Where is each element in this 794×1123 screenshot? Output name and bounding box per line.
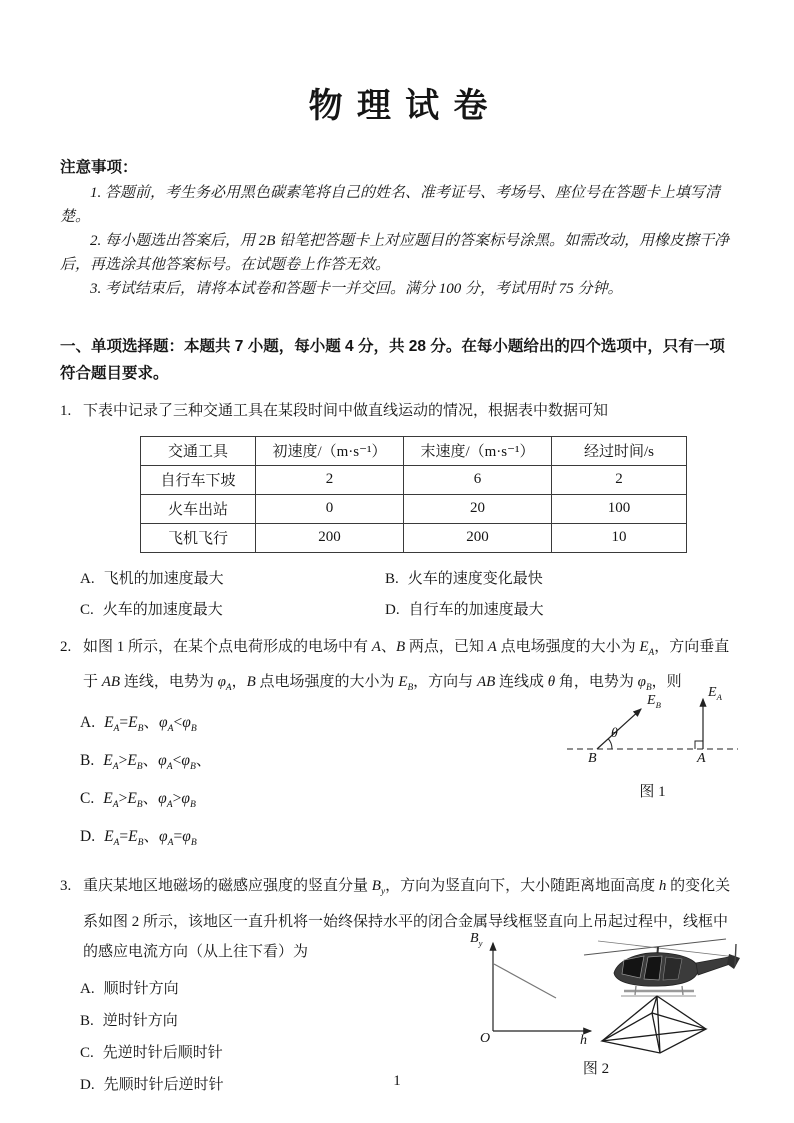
table-cell: 20 bbox=[404, 494, 552, 523]
table-row bbox=[141, 523, 687, 552]
notice-heading: 注意事项： bbox=[60, 158, 138, 176]
option-label: A. bbox=[80, 980, 95, 997]
table-header-cell: 末速度/（m·s⁻¹） bbox=[404, 436, 552, 465]
question-1-text: 下表中记录了三种交通工具在某段时间中做直线运动的情况，根据表中数据可知 bbox=[83, 402, 609, 419]
question-1-options bbox=[80, 565, 736, 625]
question-3 bbox=[60, 871, 736, 1101]
question-3-number: 3. bbox=[60, 877, 72, 894]
eb-vector-arrow bbox=[597, 709, 641, 749]
wire-frame-illustration bbox=[602, 996, 706, 1053]
option-text: 火车的速度变化最快 bbox=[407, 570, 543, 587]
notice-item-1: 1. 答题前，考生务必用黑色碳素笔将自己的姓名、准考证号、考场号、座位号在答题卡上填写清楚。 bbox=[60, 184, 721, 225]
option-formula: $E_A>E_B$、$\varphi_A>\varphi_B$ bbox=[103, 789, 196, 810]
question-2-text: 如图 1 所示，在某个点电荷形成的电场中有 A、B 两点，已知 A 点电场强度的大小为 $E_A$，方向垂直于 AB 连线，电势为 $\varphi_A$，B 点电场强度的大小为 $E_B$，方向与 AB 连线成 θ 角，电势为 $\varphi_B$，则 bbox=[83, 638, 730, 693]
declining-by-line bbox=[494, 964, 556, 998]
table-cell: 200 bbox=[256, 523, 404, 552]
option-text: 飞机的加速度最大 bbox=[103, 570, 224, 587]
option-text: 自行车的加速度最大 bbox=[408, 601, 544, 618]
option-1d bbox=[385, 596, 736, 625]
table-cell: 200 bbox=[404, 523, 552, 552]
question-2 bbox=[60, 633, 736, 859]
question-2-number: 2. bbox=[60, 638, 72, 655]
theta-label: θ bbox=[611, 725, 618, 741]
table-cell: 火车出站 bbox=[141, 494, 256, 523]
question-1 bbox=[60, 397, 736, 625]
option-2d bbox=[80, 821, 736, 859]
table-cell: 6 bbox=[404, 465, 552, 494]
table-header-cell: 初速度/（m·s⁻¹） bbox=[256, 436, 404, 465]
option-1b bbox=[385, 565, 736, 594]
table-row bbox=[141, 494, 687, 523]
origin-label: O bbox=[480, 1030, 491, 1046]
option-label: A. bbox=[80, 713, 96, 731]
table-cell: 100 bbox=[552, 494, 687, 523]
option-text: 火车的加速度最大 bbox=[102, 601, 223, 618]
table-header-cell: 交通工具 bbox=[141, 436, 256, 465]
option-label: C. bbox=[80, 1044, 94, 1061]
option-formula: $E_A=E_B$、$\varphi_A<\varphi_B$ bbox=[104, 713, 197, 734]
by-axis-label: $B_y$ bbox=[470, 930, 483, 948]
figure-1-caption: 图 1 bbox=[639, 783, 666, 800]
table-cell: 2 bbox=[256, 465, 404, 494]
figure-2-diagram bbox=[446, 930, 746, 1057]
table-cell: 10 bbox=[552, 523, 687, 552]
by-vs-h-graph bbox=[493, 943, 591, 1031]
option-label: A. bbox=[80, 570, 95, 587]
figure-2 bbox=[446, 930, 746, 1083]
notice-item-2: 2. 每小题选出答案后，用 2B 铅笔把答题卡上对应题目的答案标号涂黑。如需改动，用橡皮擦干净后，再选涂其他答案标号。在试题卷上作答无效。 bbox=[60, 232, 730, 273]
section-heading: 一、单项选择题：本题共 7 小题，每小题 4 分，共 28 分。在每小题给出的四个选项中，只有一项符合题目要求。 bbox=[60, 337, 725, 382]
page-title: 物理试卷 bbox=[308, 88, 502, 125]
notice-section bbox=[60, 155, 736, 301]
option-text: 先顺时针后逆时针 bbox=[103, 1076, 224, 1093]
point-b-label: B bbox=[588, 750, 597, 766]
option-label: D. bbox=[80, 1076, 95, 1093]
point-a-label: A bbox=[697, 750, 706, 766]
option-label: D. bbox=[80, 827, 96, 845]
table-cell: 0 bbox=[256, 494, 404, 523]
option-1a bbox=[80, 565, 385, 594]
option-formula: $E_A=E_B$、$\varphi_A=\varphi_B$ bbox=[104, 827, 197, 848]
eb-label: $E_B$ bbox=[647, 692, 661, 710]
q1-data-table bbox=[140, 436, 687, 553]
table-cell: 自行车下坡 bbox=[141, 465, 256, 494]
option-1c bbox=[80, 596, 385, 625]
helicopter-illustration bbox=[584, 939, 740, 996]
h-axis-label: h bbox=[580, 1032, 587, 1048]
option-label: B. bbox=[385, 570, 399, 587]
page-number: 1 bbox=[393, 1073, 401, 1089]
table-row bbox=[141, 465, 687, 494]
question-1-number: 1. bbox=[60, 402, 72, 419]
option-label: C. bbox=[80, 789, 95, 807]
figure-1 bbox=[565, 684, 740, 800]
option-label: D. bbox=[385, 601, 400, 618]
option-text: 逆时针方向 bbox=[102, 1012, 178, 1029]
table-cell: 2 bbox=[552, 465, 687, 494]
option-label: C. bbox=[80, 601, 94, 618]
right-angle-marker bbox=[695, 741, 703, 749]
option-label: B. bbox=[80, 1012, 94, 1029]
figure-2-caption: 图 2 bbox=[582, 1060, 610, 1077]
notice-item-3: 3. 考试结束后，请将本试卷和答题卡一并交回。满分 100 分，考试用时 75 分钟。 bbox=[90, 280, 623, 297]
option-text: 顺时针方向 bbox=[103, 980, 179, 997]
table-header-cell: 经过时间/s bbox=[552, 436, 687, 465]
question-1-stem bbox=[60, 397, 736, 426]
table-cell: 飞机飞行 bbox=[141, 523, 256, 552]
option-label: B. bbox=[80, 751, 95, 769]
option-text: 先逆时针后顺时针 bbox=[102, 1044, 223, 1061]
table-header-row bbox=[141, 436, 687, 465]
question-3-text: 重庆某地区地磁场的磁感应强度的竖直分量 $B_y$，方向为竖直向下，大小随距离地面高度 h 的变化关系如图 2 所示，该地区一直升机将一始终保持水平的闭合金属导线框竖直向上吊起过程中，线框中的感应电流方向（从上往下看）为 bbox=[83, 877, 731, 960]
option-formula: $E_A>E_B$、$\varphi_A<\varphi_B$、 bbox=[103, 751, 212, 772]
ea-label: $E_A$ bbox=[708, 684, 722, 702]
